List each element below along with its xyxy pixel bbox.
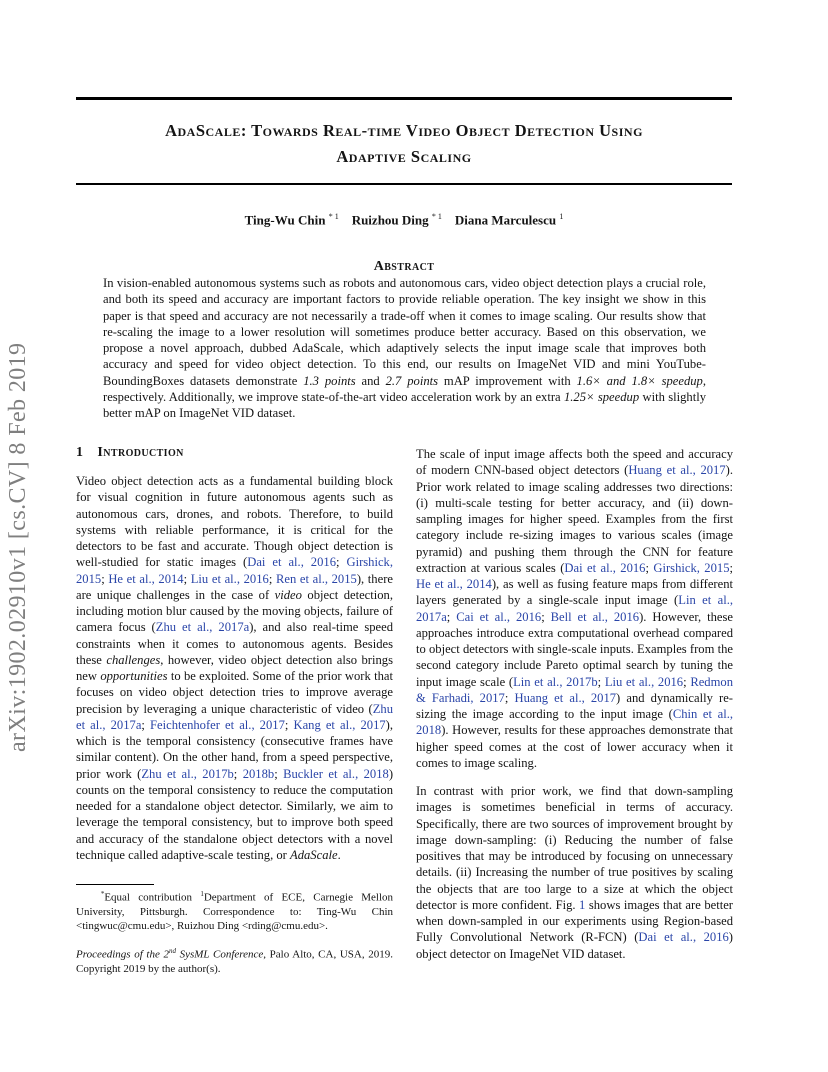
abstract-emphasis: 1.25× speedup — [563, 390, 640, 405]
citation-link[interactable]: Dai et al., 2016 — [638, 930, 729, 945]
section-title: Introduction — [97, 445, 184, 460]
proceedings-text: , Palo Alto, CA, USA, 2019. Copyright 2019 by the author(s). — [76, 948, 393, 975]
citation-link[interactable]: He et al., 2014 — [108, 571, 184, 586]
intro-paragraph: Video object detection acts as a fundamental building block for visual cognition in future autonomous agents such as autonomous cars, drones, and robots. Therefore, to build systems with reliable performance, it is critical for the detectors to be fast and accurate. Though object detection is well-studied for static images (Dai et al., 2016; Girshick, 2015; He et al., 2014; Liu et al., 2016; Ren et al., 2015), there are unique challenges in the case of video object detection, including motion blur caused by the moving objects, failure of camera focus (Zhu et al., 2017a), and also real-time speed constraints when it comes to autonomous agents. Besides these challenges, however, video object detection also brings new opportunities to be exploited. Some of the prior work that focuses on video object detection tries to improve average precision by leveraging a unique characteristic of video (Zhu et al., 2017a; Feichtenhofer et al., 2017; Kang et al., 2017), which is the temporal consistency (consecutive frames have similar content). On the other hand, from a speed perspective, prior work (Zhu et al., 2017b; 2018b; Buckler et al., 2018) counts on the temporal consistency to reduce the computation needed for a standalone object detector. Similarly, we aim to leverage the temporal consistency, but to improve both speed and accuracy of the standalone object detectors with a novel technique called adaptive-scale testing, or AdaScale. — [76, 474, 394, 862]
proceedings-note — [76, 944, 393, 976]
section-heading — [76, 445, 184, 461]
citation-link[interactable]: Redmon & Farhadi, 2017 — [416, 674, 733, 705]
footnote-mark: * — [100, 890, 105, 898]
author-mark: * 1 — [328, 212, 339, 221]
citation-link[interactable]: Liu et al., 2016 — [604, 674, 684, 689]
footnote-mark: 1 — [200, 890, 204, 898]
citation-link[interactable]: Girshick, 2015 — [76, 555, 393, 586]
left-column — [76, 473, 393, 875]
abstract-emphasis: 1.3 points — [303, 373, 356, 388]
title-bottom-rule — [76, 183, 732, 185]
abstract-text: mAP improvement with — [438, 373, 577, 388]
title-line-2: Adaptive Scaling — [336, 147, 472, 166]
citation-link[interactable]: Zhu et al., 2017b — [141, 766, 234, 781]
abstract-body — [103, 275, 706, 422]
abstract-text: In vision-enabled autonomous systems such as robots and autonomous cars, video object detection plays a crucial role, and both its speed and accuracy are important factors to provide reliable operation. The key insight we show in this paper is that speed and accuracy are not necessarily a trade-off when it comes to image scaling. Our results show that re-scaling the image to a lower resolution will sometimes produce better accuracy. Based on this observation, we propose a novel approach, dubbed AdaScale, which adaptively selects the input image scale that improves both accuracy and speed for video object detection. To this end, our results on ImageNet VID and mini YouTube-BoundingBoxes datasets demonstrate — [103, 276, 706, 388]
footnote-text: Department of ECE, Carnegie Mellon University, Pittsburgh. Correspondence to: Ting-Wu Chin <tingwuc@cmu.edu>, Ruizhou Ding <rding@cmu.edu>. — [76, 891, 393, 932]
citation-link[interactable]: Lin et al., 2017b — [513, 674, 598, 689]
paper-title — [76, 118, 732, 170]
abstract-heading: Abstract — [373, 259, 435, 274]
figure-link[interactable]: 1 — [579, 897, 586, 912]
citation-link[interactable]: Cai et al., 2016 — [456, 609, 542, 624]
intro-paragraph: The scale of input image affects both the speed and accuracy of modern CNN-based object detectors (Huang et al., 2017). Prior work related to image scaling addresses two directions: (i) multi-scale testing for better accuracy, and (ii) down-sampling images for higher speed. Examples from the first category include re-sizing images to various scales (image pyramid) and pushing them through the CNN for feature extraction at various scales (Dai et al., 2016; Girshick, 2015; He et al., 2014), as well as fusing feature maps from different layers generated by a single-scale input image (Lin et al., 2017a; Cai et al., 2016; Bell et al., 2016). However, these approaches introduce extra computational overhead compared to object detectors with single-scale inputs. Examples from the second category include Pareto optimal search by tuning the input image scale (Lin et al., 2017b; Liu et al., 2016; Redmon & Farhadi, 2017; Huang et al., 2017) and dynamically re-sizing the image according to the input image (Chin et al., 2018). However, results for these approaches demonstrate that higher speed comes at the cost of lower accuracy when it comes to image scaling. — [416, 447, 733, 770]
citation-link[interactable]: Dai et al., 2016 — [564, 560, 646, 575]
section-number: 1 — [76, 445, 84, 460]
citation-link[interactable]: 2018b — [242, 766, 275, 781]
proceedings-italic: Proceedings of the 2 — [76, 948, 169, 961]
author-name: Diana Marculescu — [454, 212, 557, 228]
proceedings-superscript: nd — [168, 947, 176, 955]
abstract-text: and — [355, 373, 386, 388]
citation-link[interactable]: Girshick, 2015 — [653, 560, 730, 575]
title-top-rule — [76, 97, 732, 100]
citation-link[interactable]: Zhu et al., 2017a — [76, 701, 393, 732]
abstract-emphasis: 1.6× and 1.8× speedup — [576, 373, 703, 388]
citation-link[interactable]: Zhu et al., 2017a — [155, 620, 250, 635]
abstract-text: , respectively. Additionally, we improve state-of-the-art video acceleration work by an extra — [103, 373, 706, 405]
citation-link[interactable]: Huang et al., 2017 — [514, 690, 617, 705]
citation-link[interactable]: Bell et al., 2016 — [550, 609, 640, 624]
arxiv-stamp: arXiv:1902.02910v1 [cs.CV] 8 Feb 2019 — [5, 342, 31, 752]
author-name: Ruizhou Ding — [351, 212, 429, 228]
footnote-text: Equal contribution — [104, 891, 201, 904]
citation-link[interactable]: Lin et al., 2017a — [416, 593, 733, 624]
abstract-text: with slightly better mAP on ImageNet VID dataset. — [103, 390, 706, 421]
citation-link[interactable]: He et al., 2014 — [416, 577, 492, 591]
author-list — [76, 212, 732, 228]
citation-link[interactable]: Huang et al., 2017 — [628, 463, 726, 478]
author-mark: 1 — [559, 212, 564, 221]
author-name: Ting-Wu Chin — [244, 212, 326, 228]
abstract-emphasis: 2.7 points — [385, 373, 439, 388]
title-line-1: AdaScale: Towards Real-time Video Object Detection Using — [165, 121, 643, 140]
citation-link[interactable]: Dai et al., 2016 — [247, 555, 336, 570]
citation-link[interactable]: Ren et al., 2015 — [275, 571, 357, 586]
proceedings-italic: SysML Conference — [175, 948, 264, 961]
right-column — [416, 446, 733, 974]
citation-link[interactable]: Liu et al., 2016 — [190, 571, 269, 586]
citation-link[interactable]: Chin et al., 2018 — [416, 707, 733, 738]
intro-paragraph: In contrast with prior work, we find that down-sampling images is sometimes beneficial in terms of accuracy. Specifically, there are two sources of improvement brought by image down-sampling: (i) Reducing the number of false positives that may be introduced by focusing on unnecessary details. (ii) Increasing the number of true positives by scaling the objects that are too large to a size at which the object detector is more confident. Fig. 1 shows images that are better when down-sampled in our experiments using Region-based Fully Convolutional Network (R-FCN) (Dai et al., 2016) object detector on ImageNet VID dataset. — [416, 784, 733, 961]
author-mark: * 1 — [431, 212, 442, 221]
citation-link[interactable]: Buckler et al., 2018 — [283, 766, 389, 781]
citation-link[interactable]: Kang et al., 2017 — [293, 717, 386, 732]
footnote-rule — [76, 884, 154, 885]
footnote — [76, 887, 393, 933]
citation-link[interactable]: Feichtenhofer et al., 2017 — [150, 717, 285, 732]
